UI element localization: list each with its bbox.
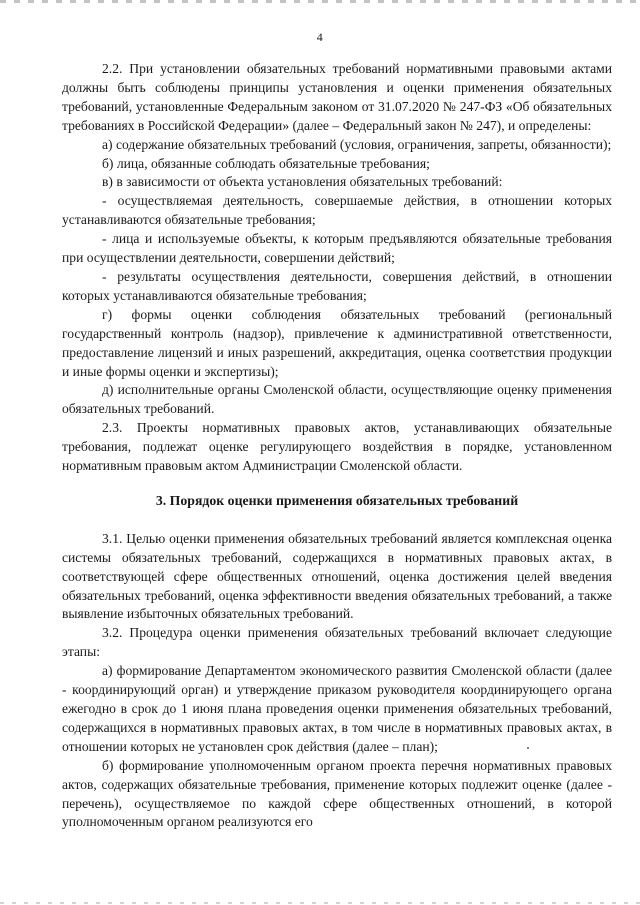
list-item-g: г) формы оценки соблюдения обязательных требований (региональный государственный контроль (надзор), привлечение к административной ответственности, предоставление лицензий и иных разрешений, аккредитация, оценка соответствия продукции и иные формы оценки и экспертизы); [62,306,612,379]
section-3-heading: 3. Порядок оценки применения обязательных требований [155,492,519,508]
paragraph-3-2: 3.2. Процедура оценки применения обязательных требований включает следующие этапы: [62,625,612,660]
scan-edge-bottom [0,902,640,904]
paragraph-2-3: 2.3. Проекты нормативных правовых актов, устанавливающих обязательные требования, подлежат оценке регулирующего воздействия в порядке, установленном нормативным правовым актом Администрации Смоленской области. [62,420,612,474]
sub-item-persons: - лица и используемые объекты, к которым предъявляются обязательные требования при осуществлении деятельности, совершении действий; [62,231,612,266]
list-item-d: д) исполнительные органы Смоленской области, осуществляющие оценку применения обязательных требований. [62,382,612,417]
sub-item-results: - результаты осуществления деятельности, совершения действий, в отношении которых устанавливаются обязательные требования; [62,268,612,303]
paragraph-3-1: 3.1. Целью оценки применения обязательных требований является комплексная оценка системы обязательных требований, содержащихся в нормативных правовых актах, в соответствующей сфере общественных отношений, оценка достижения целей введения обязательных требований, оценка эффективности введения обязательных требований, а также выявление избыточных обязательных требований. [62,530,612,622]
document-body [62,60,612,832]
sub-item-activity: - осуществляемая деятельность, совершаемые действия, в отношении которых устанавливаются обязательные требования; [62,193,612,228]
page-number: 4 [316,30,324,44]
list-item-v: в) в зависимости от объекта установления обязательных требований: [102,174,503,190]
scan-speck [527,747,529,749]
list-item-a: а) содержание обязательных требований (условия, ограничения, запреты, обязанности); [102,136,612,152]
scan-edge-top [0,0,640,3]
stage-item-a: а) формирование Департаментом экономического развития Смоленской области (далее - координирующий орган) и утверждение приказом руководителя координирующего органа ежегодно в срок до 1 июня плана проведения оценки применения обязательных требований, содержащихся в нормативных правовых актах, в том числе в нормативных правовых актах, в отношении которых не установлен срок действия (далее – план); [62,663,612,754]
stage-item-b: б) формирование уполномоченным органом проекта перечня нормативных правовых актов, содержащих обязательные требования, применение которых подлежит оценке (далее - перечень), осуществляемое по каждой сфере общественных отношений, в которой уполномоченным органом реализуются его [62,757,612,830]
paragraph-2-2: 2.2. При установлении обязательных требований нормативными правовыми актами должны быть соблюдены принципы установления и оценки применения обязательных требований, установленные Федеральным законом от 31.07.2020 № 247-ФЗ «Об обязательных требованиях в Российской Федерации» (далее – Федеральный закон № 247), и определены: [62,61,612,133]
list-item-b: б) лица, обязанные соблюдать обязательные требования; [102,155,430,171]
